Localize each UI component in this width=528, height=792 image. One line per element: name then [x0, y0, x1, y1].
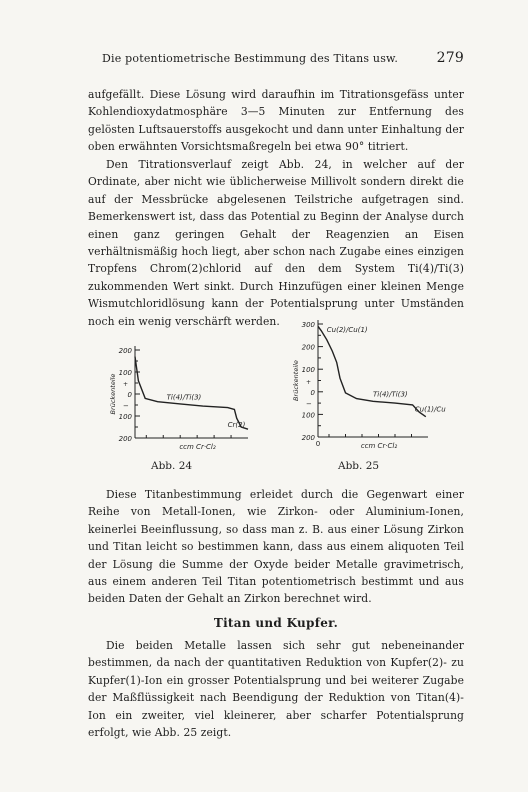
- y-tick-label: 200: [301, 434, 315, 442]
- y-tick-label: 100: [301, 366, 315, 375]
- curve-annotation: Ti(4)/Ti(3): [373, 390, 408, 399]
- y-tick-label: 100: [118, 369, 132, 377]
- curve-annotation: Ti(4)/Ti(3): [166, 393, 202, 402]
- header-title: Die potentiometrische Bestimmung des Titans usw.: [102, 52, 399, 65]
- curve-annotation: Cu(2)/Cu(1): [326, 325, 368, 334]
- sign-plus: +: [306, 378, 312, 386]
- curve-annotation: Cr(2): [227, 421, 246, 429]
- sign-minus: −: [123, 402, 129, 410]
- paragraph-4: Die beiden Metalle lassen sich sehr gut nebeneinander bestimmen, da nach der quantitativen Reduktion von Kupfer(2)- zu Kupfer(1)-Ion ein grosser Potentialsprung und bei weiterer Zugabe der Maßflüssigkeit nach Beendigung der Reduktion von Titan(4)-Ion ein zweiter, viel kleinerer, aber scharfer Potentialsprung erfolgt, wie Abb. 25 zeigt.: [88, 639, 464, 740]
- y-tick-label: 200: [118, 347, 132, 355]
- y-tick-label: 200: [118, 435, 132, 443]
- x-axis-label: ccm Cr·Cl₂: [179, 443, 216, 451]
- figure-24-chart: [100, 338, 250, 451]
- sign-plus: +: [123, 381, 129, 388]
- section-title: Titan und Kupfer.: [213, 616, 339, 630]
- y-tick-label: 200: [301, 343, 315, 352]
- sign-minus: −: [306, 399, 312, 408]
- x-tick-label: 0: [315, 440, 321, 448]
- y-tick-label: 0: [310, 388, 315, 397]
- y-axis-label: Brückenteile: [292, 360, 300, 401]
- y-tick-label: 100: [118, 413, 132, 421]
- paragraph-1: aufgefällt. Diese Lösung wird daraufhin im Titrationsgefäss unter Kohlendioxydatmosphäre 3—5 Minuten zur Entfernung des gelösten Luftsauerstoffs ausgekocht und dann unter Einhaltung der oben erwähnten Vorsichtsmaßregeln bei etwa 90° titriert.: [88, 88, 464, 154]
- figure-24-caption: Abb. 24: [151, 460, 193, 472]
- figure-25-chart: [280, 312, 446, 450]
- y-tick-label: 0: [127, 391, 132, 399]
- curve-annotation: Cu(1)/Cu: [414, 405, 446, 414]
- paragraph-3: Diese Titanbestimmung erleidet durch die Gegenwart einer Reihe von Metall-Ionen, wie Zirkon- oder Aluminium-Ionen, keinerlei Beeinflussung, so dass man z. B. aus einer Lösung Zirkon und Titan leicht so bestimmen kann, dass aus einem aliquoten Teil der Lösung die Summe der Oxyde beider Metalle gravimetrisch, aus einem anderen Teil Titan potentiometrisch bestimmt und aus beiden Daten der Gehalt an Zirkon berechnet wird.: [88, 488, 464, 606]
- y-tick-label: 100: [301, 411, 315, 420]
- running-header: [88, 52, 464, 68]
- paragraph-2: Den Titrationsverlauf zeigt Abb. 24, in welcher auf der Ordinate, aber nicht wie üblicherweise Millivolt sondern direkt die auf der Messbrücke abgelesenen Teilstriche aufgetragen sind. Bemerkenswert ist, dass das Potential zu Beginn der Analyse durch einen ganz geringen Gehalt der Reagenzien an Eisen verhältnismäßig hoch liegt, aber schon nach Zugabe eines einzigen Tropfens Chrom(2)chlorid auf den dem System Ti(4)/Ti(3) zukommenden Wert sinkt. Durch Hinzufügen einer kleinen Menge Wismutchloridlösung kann der Potentialsprung unter Umständen noch ein wenig verschärft werden.: [88, 158, 464, 328]
- page-number: 279: [436, 50, 464, 66]
- y-axis-label: Brückenteile: [109, 373, 117, 415]
- x-axis-label: ccm Cr·Cl₂: [360, 442, 398, 450]
- figure-25-caption: Abb. 25: [338, 460, 380, 472]
- y-tick-label: 300: [301, 321, 315, 329]
- titration-curve: [318, 326, 426, 416]
